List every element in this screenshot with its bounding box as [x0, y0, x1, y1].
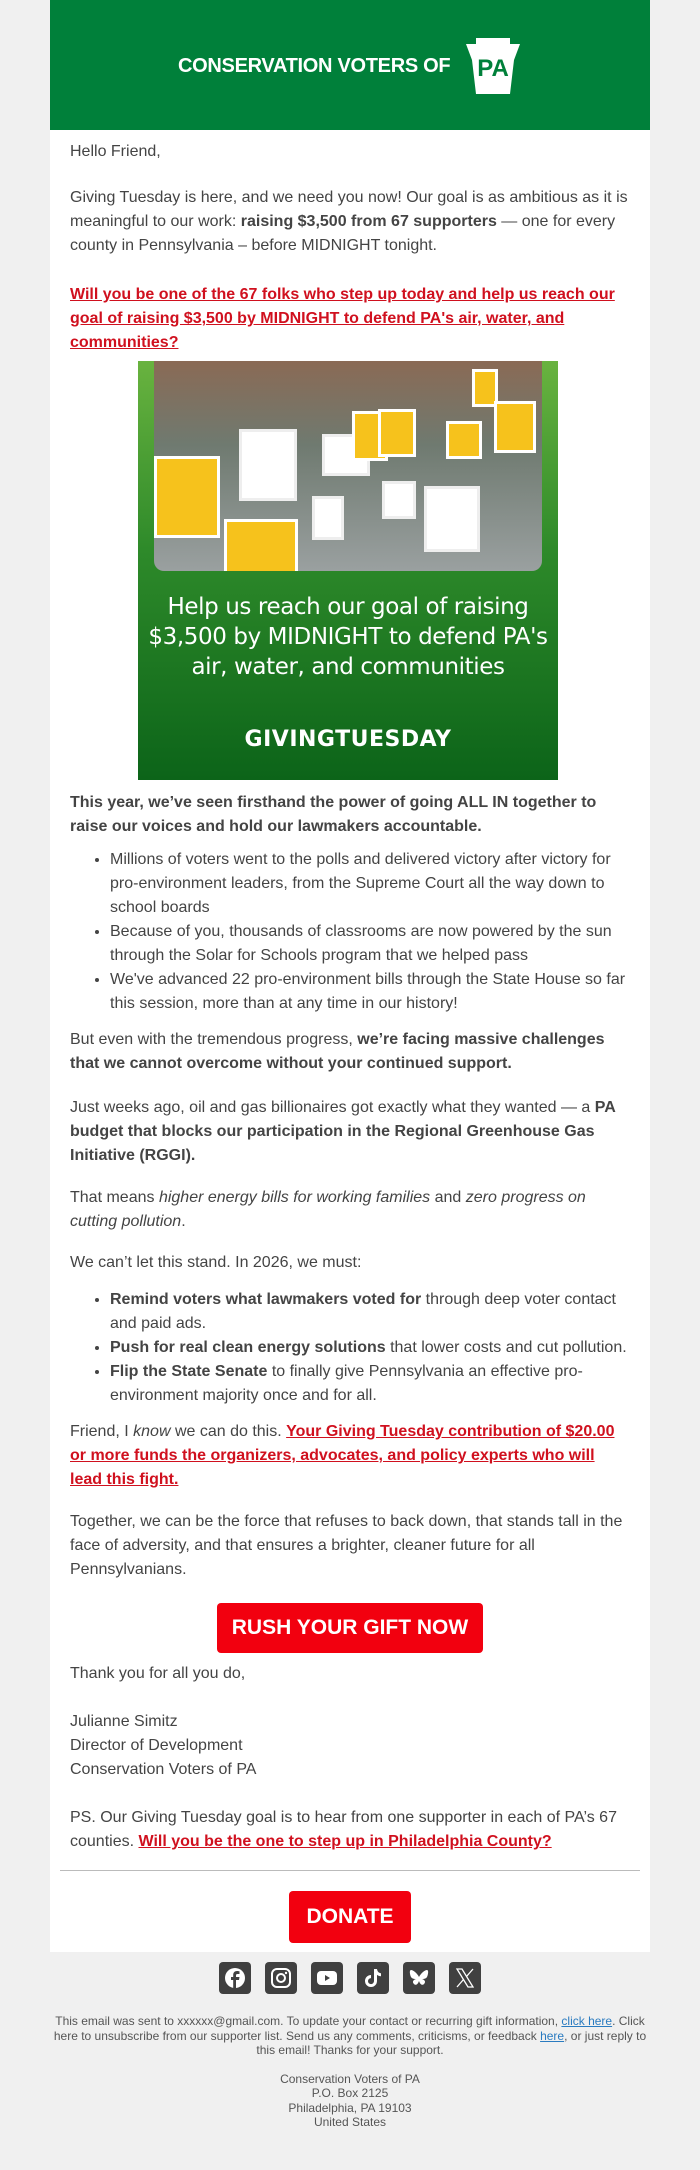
rush-gift-button[interactable]: RUSH YOUR GIFT NOW [217, 1603, 483, 1653]
list-item: • Remind voters what lawmakers voted for through deep voter contact and paid ads. [110, 1288, 630, 1336]
list-item: • We've advanced 22 pro-environment bills through the State House so far this session, more than at any time in our history! [110, 968, 630, 1016]
keystone-logo-icon[interactable] [464, 38, 522, 94]
mailing-address [50, 2072, 650, 2130]
cant-let-paragraph: We can’t let this stand. In 2026, we must: [70, 1254, 362, 1271]
musts-list [70, 1288, 630, 1408]
signature-org: Conservation Voters of PA [70, 1761, 257, 1778]
logo-text: CONSERVATION VOTERS OF [178, 55, 451, 77]
list-item: • Because of you, thousands of classrooms are now powered by the sun through the Solar for Schools program that we helped pass [110, 920, 630, 968]
donate-button[interactable]: DONATE [289, 1891, 411, 1943]
address-line: P.O. Box 2125 [311, 2086, 389, 2100]
svg-text:PA: PA [477, 55, 509, 82]
facebook-icon[interactable] [219, 1962, 251, 1994]
divider [60, 1870, 640, 1871]
rggi-paragraph: Just weeks ago, oil and gas billionaires got exactly what they wanted — a PA budget that blocks our participation in the Regional Greenhouse Gas Initiative (RGGI). [70, 1099, 616, 1164]
supporters-photo [154, 361, 542, 571]
signature-title: Director of Development [70, 1737, 243, 1754]
challenges-paragraph: But even with the tremendous progress, we’re facing massive challenges that we cannot overcome without your continued support. [70, 1031, 605, 1072]
banner-headline: Help us reach our goal of raising $3,500 by MIDNIGHT to defend PA's air, water, and communities [148, 594, 548, 680]
philadelphia-link[interactable]: Will you be the one to step up in Philadelphia County? [138, 1833, 552, 1850]
giving-tuesday-logo: GIVINGTUESDAY [244, 727, 452, 752]
goal-link[interactable]: Will you be one of the 67 folks who step up today and help us reach our goal of raising $3,500 by MIDNIGHT to defend PA's air, water, and communities? [70, 286, 615, 351]
list-item: • Flip the State Senate to finally give Pennsylvania an effective pro-environment majority once and for all. [110, 1360, 630, 1408]
greeting: Hello Friend, [70, 143, 161, 160]
friend-paragraph: Friend, I know we can do this. Your Giving Tuesday contribution of $20.00 or more funds the organizers, advocates, and policy experts who will lead this fight. [70, 1423, 615, 1488]
x-icon[interactable] [449, 1962, 481, 1994]
footer-notice: This email was sent to xxxxxx@gmail.com. To update your contact or recurring gift information, click here. Click here to unsubscribe from our supporter list. Send us any comments, criticisms, or feedback here, or just reply to this email! Thanks for your support. [53, 2014, 647, 2057]
list-item: • Push for real clean energy solutions that lower costs and cut pollution. [110, 1336, 630, 1360]
contribution-link[interactable]: Your Giving Tuesday contribution of $20.00 or more funds the organizers, advocates, and policy experts who will lead this fight. [70, 1423, 615, 1488]
signature-name: Julianne Simitz [70, 1713, 178, 1730]
giving-tuesday-banner[interactable] [138, 361, 558, 780]
youtube-icon[interactable] [311, 1962, 343, 1994]
thanks-text: Thank you for all you do, [70, 1665, 246, 1682]
bluesky-icon[interactable] [403, 1962, 435, 1994]
wins-list [70, 848, 630, 1016]
ps-paragraph: PS. Our Giving Tuesday goal is to hear from one supporter in each of PA’s 67 counties. Will you be the one to step up in Philadelphia County? [70, 1809, 617, 1850]
intro-paragraph: Giving Tuesday is here, and we need you now! Our goal is as ambitious as it is meaningful to our work: raising $3,500 from 67 supporters — one for every county in Pennsylvania – before MIDNIGHT tonight. [70, 189, 628, 254]
social-links [219, 1962, 481, 1994]
address-line: United States [313, 2115, 387, 2129]
instagram-icon[interactable] [265, 1962, 297, 1994]
header-banner [50, 0, 650, 130]
address-line: Philadelphia, PA 19103 [288, 2100, 412, 2115]
tiktok-icon[interactable] [357, 1962, 389, 1994]
this-year-heading: This year, we’ve seen firsthand the power of going ALL IN together to raise our voices and hold our lawmakers accountable. [70, 794, 597, 835]
address-line: Conservation Voters of PA [280, 2071, 420, 2086]
email-body [50, 0, 650, 1952]
list-item: • Millions of voters went to the polls and delivered victory after victory for pro-environment leaders, from the Supreme Court all the way down to school boards [110, 848, 630, 920]
update-info-link[interactable]: click here [561, 2014, 613, 2028]
feedback-link[interactable]: here [540, 2028, 565, 2043]
together-paragraph: Together, we can be the force that refuses to back down, that stands tall in the face of adversity, and that ensures a brighter, cleaner future for all Pennsylvanians. [70, 1513, 623, 1578]
footer [50, 2014, 650, 2130]
that-means-paragraph: That means higher energy bills for working families and zero progress on cutting pollution. [70, 1189, 586, 1230]
